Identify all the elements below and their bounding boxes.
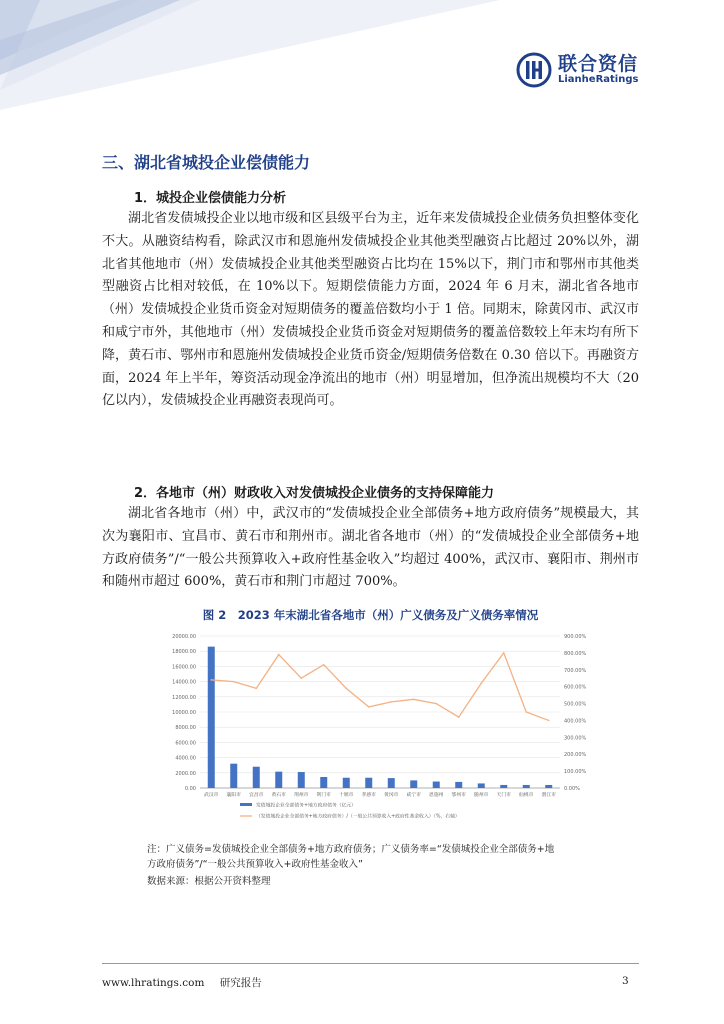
ratio-point-16: [548, 720, 550, 722]
bar-4: [275, 772, 282, 788]
bar-2: [230, 764, 237, 788]
category-label: 武汉市: [204, 793, 219, 798]
bar-16: [545, 785, 552, 788]
category-label: 天门市: [496, 793, 511, 798]
bar-5: [298, 772, 305, 788]
bar-3: [253, 767, 260, 788]
category-label: 十堰市: [339, 793, 354, 798]
left-axis-tick-label: 0.00: [184, 786, 196, 792]
note-line-1: 注：广义债务=发债城投企业全部债务+地方政府债务；广义债务率=“发债城投企业全部债务+地: [147, 844, 555, 855]
left-axis-tick-label: 18000.00: [172, 649, 196, 656]
left-axis-tick-label: 14000.00: [172, 679, 196, 686]
ratio-point-10: [413, 699, 415, 701]
page-number: 3: [622, 975, 629, 987]
category-label: 鄂州市: [451, 793, 466, 798]
category-label: 襄阳市: [226, 793, 241, 798]
right-axis-tick-label: 400.00%: [564, 718, 587, 725]
logo-english-name: LianheRatings: [558, 74, 639, 85]
category-label: 随州市: [474, 793, 489, 798]
left-axis-tick-label: 8000.00: [175, 725, 196, 732]
footer-website[interactable]: www.lhratings.com: [102, 977, 205, 989]
footer-left: [102, 975, 274, 990]
lianhe-logo-icon: [516, 52, 552, 88]
subsection-1-title: 1．城投企业偿债能力分析: [134, 191, 287, 206]
bar-9: [388, 778, 395, 788]
ratio-point-2: [233, 681, 235, 683]
ratio-point-11: [435, 703, 437, 705]
bar-14: [500, 785, 507, 788]
debt-chart: [152, 628, 590, 828]
ratio-point-13: [480, 682, 482, 684]
logo-chinese-name: 联合资信: [558, 53, 639, 75]
ratio-point-15: [525, 711, 527, 713]
figure-caption: 图 2 2023 年末湖北省各地市（州）广义债务及广义债务率情况: [202, 608, 539, 622]
bar-13: [478, 783, 485, 788]
right-axis-tick-label: 500.00%: [564, 701, 587, 708]
subsection-2-paragraph: 湖北省各地市（州）中，武汉市的“发债城投企业全部债务+地方政府债务”规模最大，其次为襄阳市、宜昌市、黄石市和荆州市。湖北省各地市（州）的“发债城投企业全部债务+地方政府债务”/“一般公共预算收入+政府性基金收入”均超过 400%，武汉市、襄阳市、荆州市和随州市超过 600%，黄石市和荆门市超过 700%。: [102, 506, 639, 590]
left-axis-tick-label: 6000.00: [175, 740, 196, 747]
bar-12: [455, 782, 462, 788]
category-label: 黄石市: [271, 793, 286, 798]
category-label: 咸宁市: [406, 793, 421, 798]
category-label: 黄冈市: [384, 793, 399, 798]
left-axis-tick-label: 20000.00: [172, 634, 196, 640]
footer-divider: [102, 963, 639, 964]
category-label: 恩施州: [429, 793, 444, 798]
category-label: 仙桃市: [519, 793, 534, 798]
header-decoration: [0, 0, 500, 110]
bar-1: [208, 647, 215, 788]
right-axis-tick-label: 0.00%: [564, 786, 580, 792]
right-axis-tick-label: 200.00%: [564, 752, 587, 759]
data-source: 数据来源：根据公开资料整理: [147, 876, 271, 887]
ratio-point-7: [345, 688, 347, 690]
category-label: 荆州市: [294, 793, 309, 798]
section-title: 三、湖北省城投企业偿债能力: [102, 153, 311, 172]
legend-bar-swatch: [240, 803, 252, 806]
left-axis-tick-label: 4000.00: [175, 755, 196, 762]
subsection-2-title: 2．各地市（州）财政收入对发债城投企业债务的支持保障能力: [134, 486, 495, 501]
ratio-point-3: [255, 688, 257, 690]
ratio-point-8: [368, 706, 370, 708]
category-label: 潜江市: [541, 793, 556, 798]
bar-7: [343, 778, 350, 788]
bar-11: [433, 782, 440, 788]
company-logo: [516, 52, 638, 88]
right-axis-tick-label: 900.00%: [564, 634, 587, 640]
right-axis-tick-label: 300.00%: [564, 735, 587, 742]
ratio-point-9: [390, 701, 392, 703]
bar-6: [320, 777, 327, 788]
bar-10: [410, 780, 417, 788]
right-axis-tick-label: 600.00%: [564, 684, 587, 691]
left-axis-tick-label: 10000.00: [172, 710, 196, 716]
bar-8: [365, 778, 372, 788]
ratio-point-12: [458, 716, 460, 718]
category-label: 孝感市: [361, 793, 376, 798]
note-line-2: 方政府债务”/“一般公共预算收入+政府性基金收入”: [147, 859, 363, 870]
right-axis-tick-label: 100.00%: [564, 769, 587, 776]
category-label: 宜昌市: [249, 793, 264, 798]
ratio-point-1: [210, 679, 212, 681]
legend-line-label: （发债城投企业全部债务+地方政府债务）/（一般公共预算收入+政府性基金收入）（%，右轴）: [256, 814, 460, 820]
right-axis-tick-label: 800.00%: [564, 650, 587, 657]
left-axis-tick-label: 12000.00: [172, 694, 196, 701]
ratio-point-5: [300, 677, 302, 679]
ratio-point-4: [278, 654, 280, 656]
ratio-line: [211, 653, 549, 721]
left-axis-tick-label: 16000.00: [172, 664, 196, 671]
footer-doc-type: 研究报告: [219, 977, 262, 989]
category-label: 荆门市: [316, 793, 331, 798]
ratio-point-6: [323, 664, 325, 666]
bar-15: [523, 785, 530, 788]
ratio-point-14: [503, 652, 505, 654]
right-axis-tick-label: 700.00%: [564, 667, 587, 674]
subsection-1-paragraph: 湖北省发债城投企业以地市级和区县级平台为主，近年来发债城投企业债务负担整体变化不大。从融资结构看，除武汉市和恩施州发债城投企业其他类型融资占比超过 20%以外，湖北省其他地市（州）发债城投企业其他类型融资占比均在 15%以下，荆门市和鄂州市其他类型融资占比相对较低，在 10%以下。短期偿债能力方面，2024 年 6 月末，湖北省各地市（州）发债城投企业货币资金对短期债务的覆盖倍数均小于 1 倍。同期末，除黄冈市、武汉市和咸宁市外，其他地市（州）发债城投企业货币资金对短期债务的覆盖倍数较上年末均有所下降，黄石市、鄂州市和恩施州发债城投企业货币资金/短期债务倍数在 0.30 倍以下。再融资方面，2024 年上半年，筹资活动现金净流出的地市（州）明显增加，但净流出规模均不大（20 亿以内），发债城投企业再融资表现尚可。: [102, 211, 639, 409]
left-axis-tick-label: 2000.00: [175, 770, 196, 777]
legend-bar-label: 发债城投企业全部债务+地方政府债务（亿元）: [256, 803, 356, 809]
